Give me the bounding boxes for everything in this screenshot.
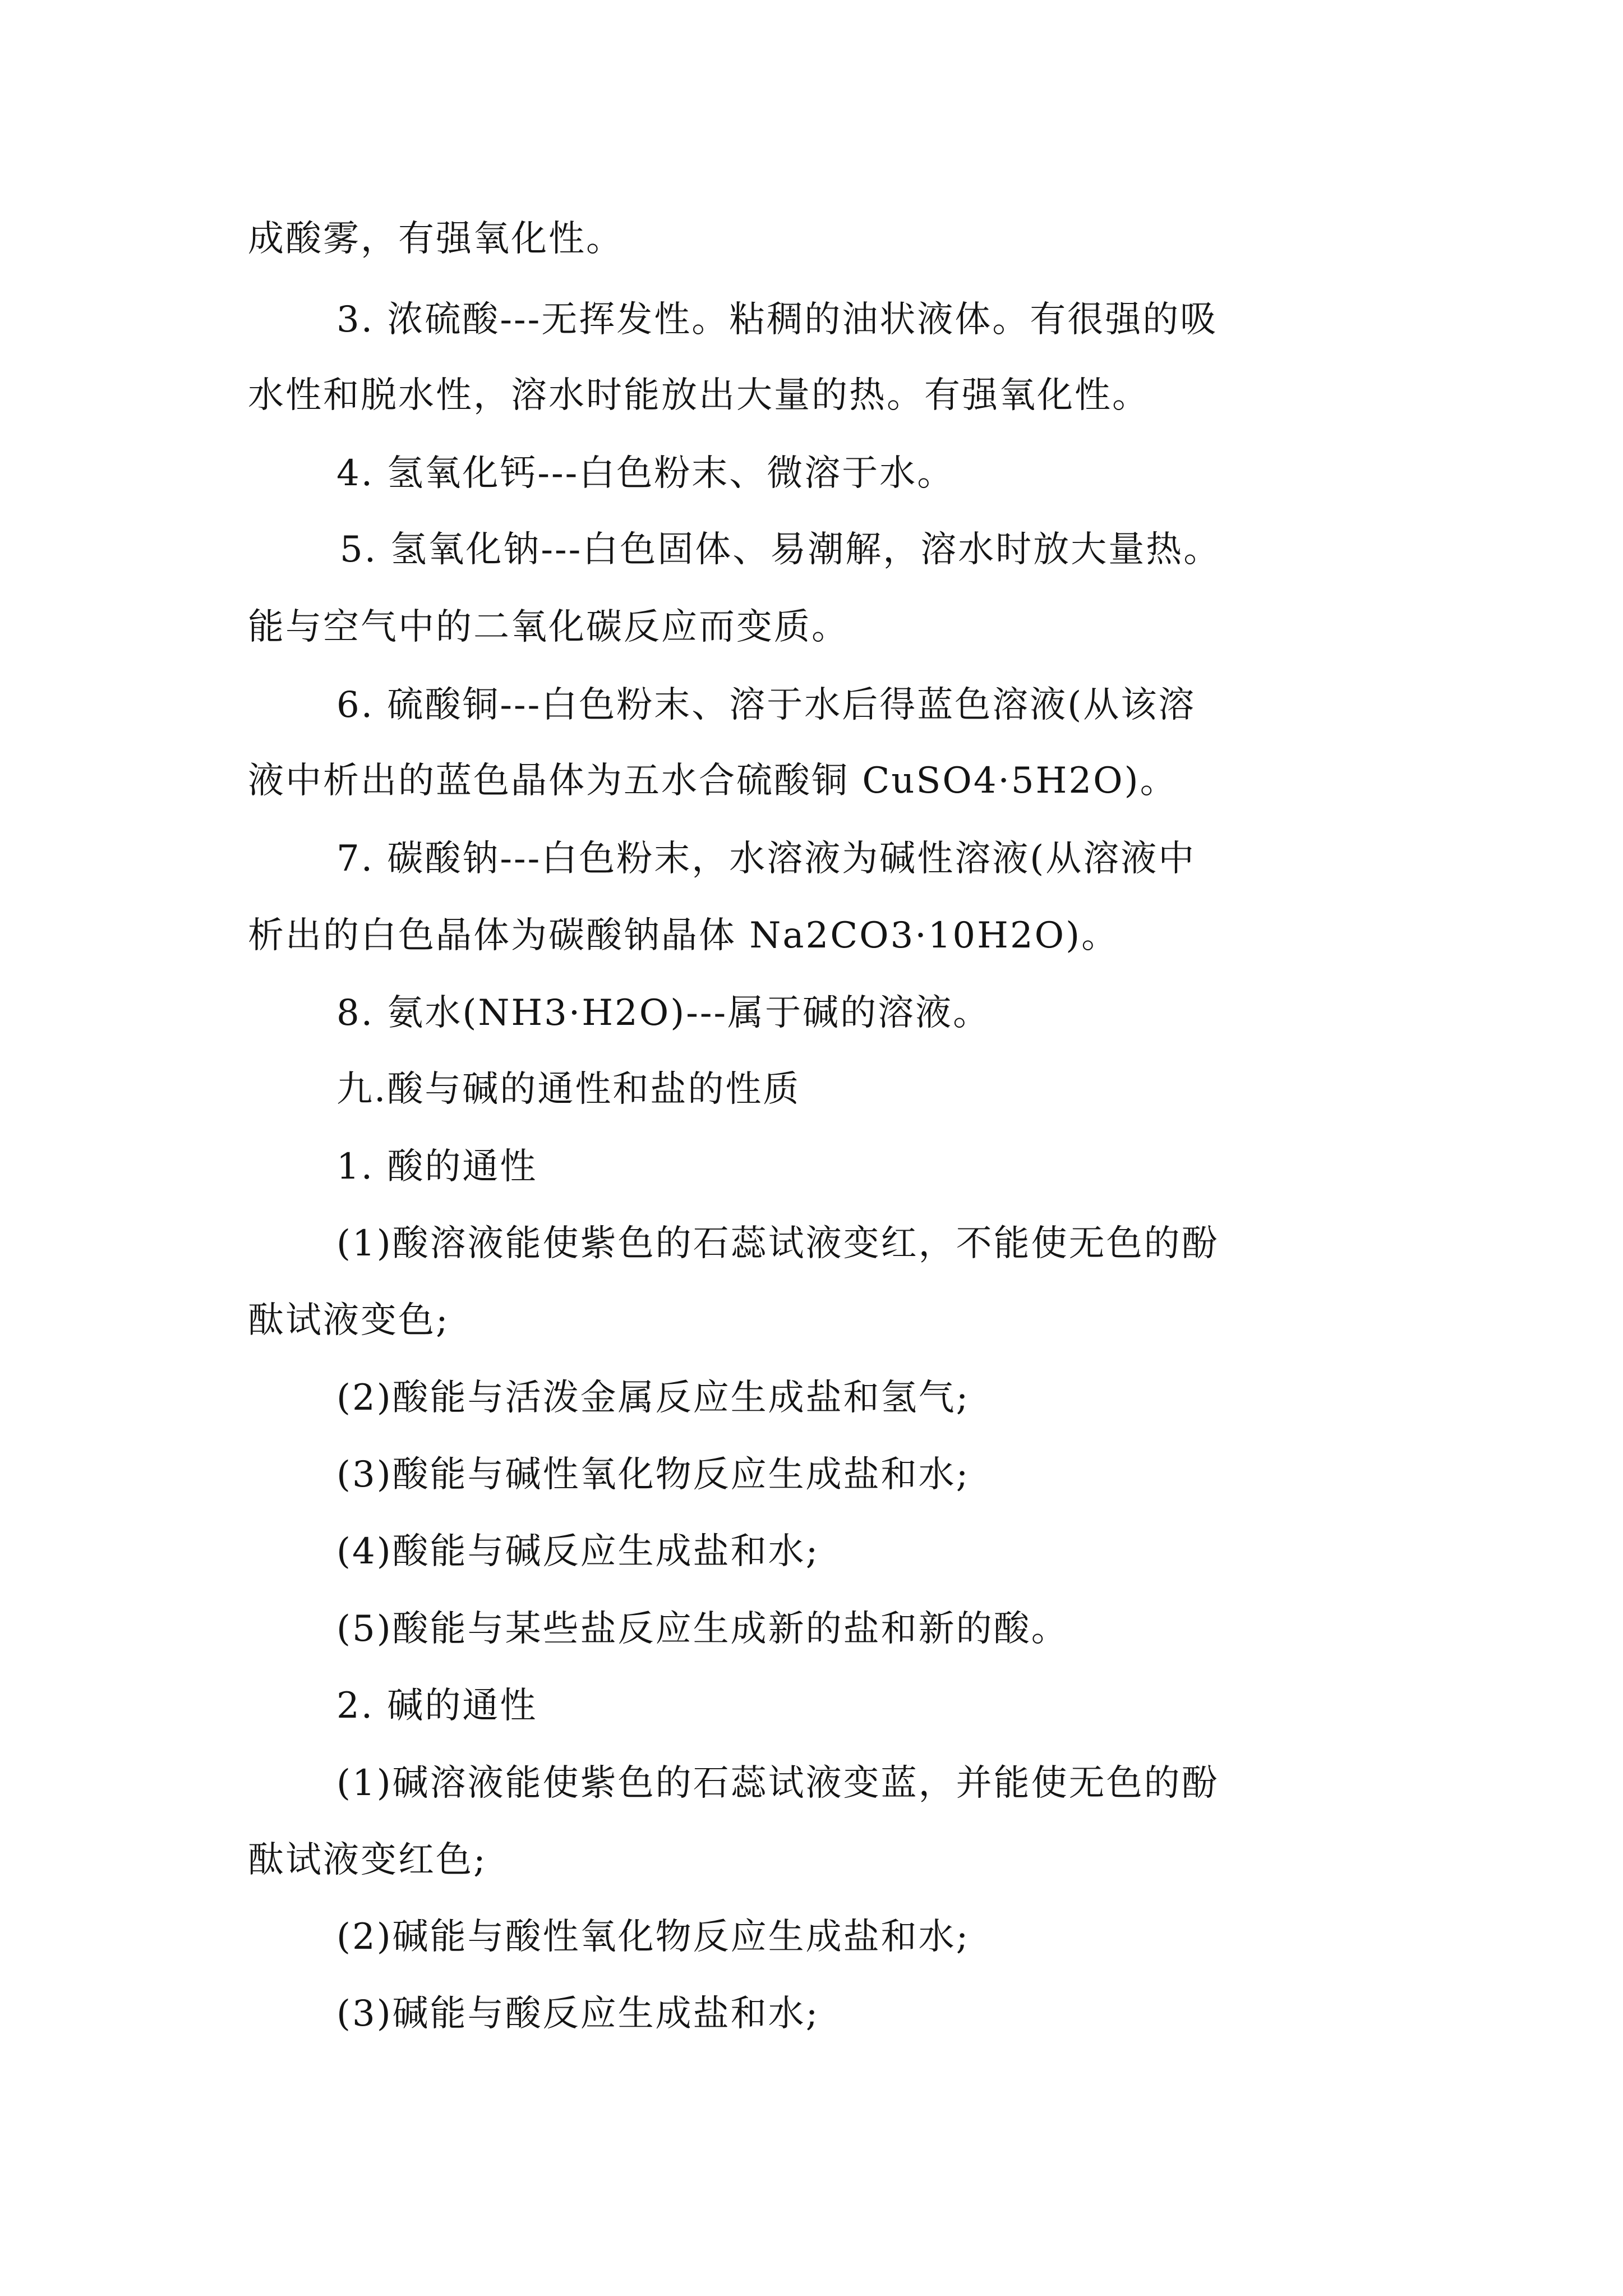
text-line: (4)酸能与碱反应生成盐和水; — [336, 1531, 820, 1572]
text-line: (1)酸溶液能使紫色的石蕊试液变红，不能使无色的酚 — [336, 1223, 1219, 1264]
subsection-heading: 2. 碱的通性 — [336, 1685, 538, 1727]
text-line: (5)酸能与某些盐反应生成新的盐和新的酸。 — [336, 1608, 1069, 1650]
text-line: 7. 碳酸钠---白色粉末，水溶液为碱性溶液(从溶液中 — [336, 838, 1196, 880]
text-line: 4. 氢氧化钙---白色粉末、微溶于水。 — [336, 453, 955, 494]
text-line: 6. 硫酸铜---白色粉末、溶于水后得蓝色溶液(从该溶 — [336, 684, 1196, 726]
subsection-heading: 1. 酸的通性 — [336, 1146, 538, 1188]
text-line: (3)碱能与酸反应生成盐和水; — [336, 1993, 820, 2035]
text-line: 能与空气中的二氧化碳反应而变质。 — [248, 606, 849, 648]
text-line: 酞试液变红色; — [248, 1839, 487, 1881]
text-line: (1)碱溶液能使紫色的石蕊试液变蓝，并能使无色的酚 — [336, 1763, 1219, 1804]
text-line: (2)碱能与酸性氧化物反应生成盐和水; — [336, 1916, 970, 1958]
text-line: (3)酸能与碱性氧化物反应生成盐和水; — [336, 1454, 970, 1496]
text-line: 成酸雾，有强氧化性。 — [248, 218, 624, 260]
section-heading: 九.酸与碱的通性和盐的性质 — [336, 1069, 801, 1110]
text-line: 酞试液变色; — [248, 1300, 450, 1341]
text-line: 5. 氢氧化钠---白色固体、易潮解，溶水时放大量热。 — [340, 529, 1221, 570]
text-line: 液中析出的蓝色晶体为五水合硫酸铜 CuSO4·5H2O)。 — [248, 760, 1178, 802]
text-line: 8. 氨水(NH3·H2O)---属于碱的溶液。 — [336, 992, 991, 1034]
text-line: (2)酸能与活泼金属反应生成盐和氢气; — [336, 1377, 970, 1419]
text-line: 水性和脱水性，溶水时能放出大量的热。有强氧化性。 — [248, 375, 1150, 416]
text-line: 析出的白色晶体为碳酸钠晶体 Na2CO3·10H2O)。 — [248, 915, 1119, 956]
text-line: 3. 浓硫酸---无挥发性。粘稠的油状液体。有很强的吸 — [336, 299, 1218, 341]
